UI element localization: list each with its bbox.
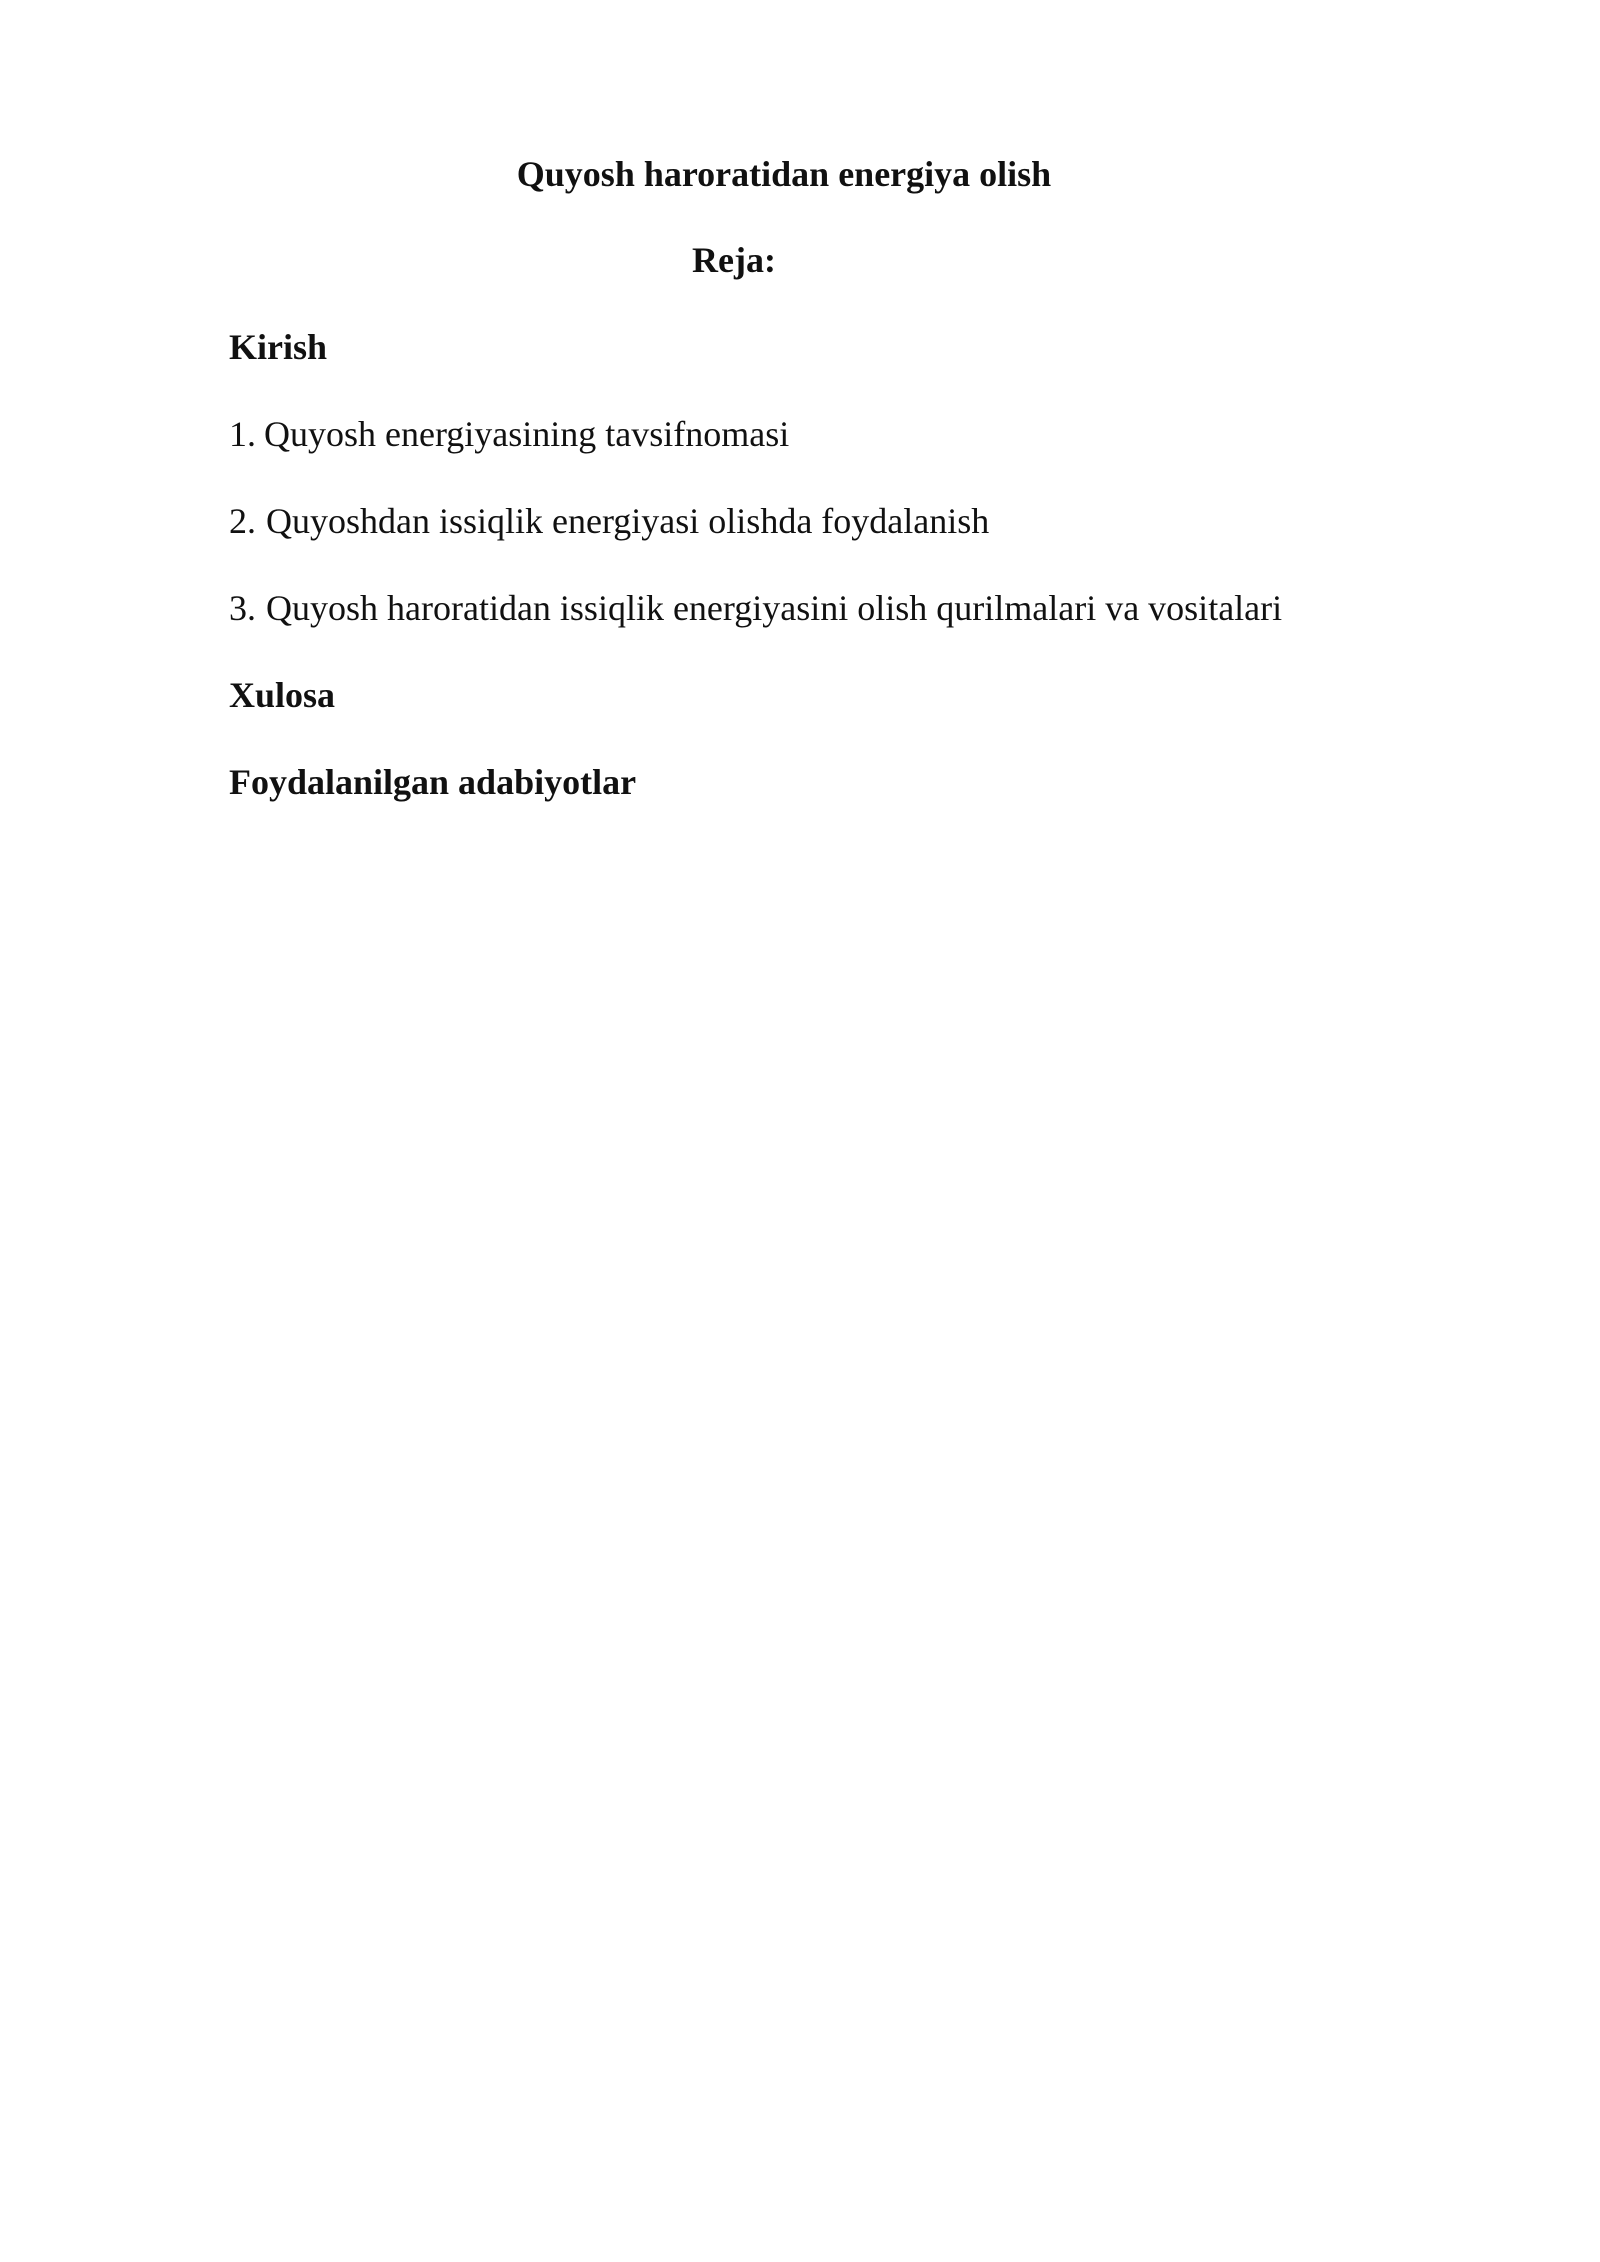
plan-item-1 (229, 412, 789, 456)
references-heading: Foydalanilgan adabiyotlar (229, 762, 637, 802)
plan-item-text: Quyoshdan issiqlik energiyasi olishda foydalanish (266, 501, 990, 541)
document-title: Quyosh haroratidan energiya olish (516, 154, 1052, 194)
plan-item-number: 2. (229, 501, 256, 541)
plan-item-3 (229, 586, 1282, 630)
conclusion-heading: Xulosa (229, 675, 336, 715)
plan-item-2 (229, 499, 989, 543)
intro-heading: Kirish (229, 327, 328, 367)
plan-heading: Reja: (692, 240, 776, 280)
plan-item-text: Quyosh energiyasining tavsifnomasi (264, 414, 790, 454)
plan-item-text: Quyosh haroratidan issiqlik energiyasini olish qurilmalari va vositalari (266, 588, 1283, 628)
plan-item-number: 1. (229, 414, 256, 454)
plan-item-number: 3. (229, 588, 256, 628)
